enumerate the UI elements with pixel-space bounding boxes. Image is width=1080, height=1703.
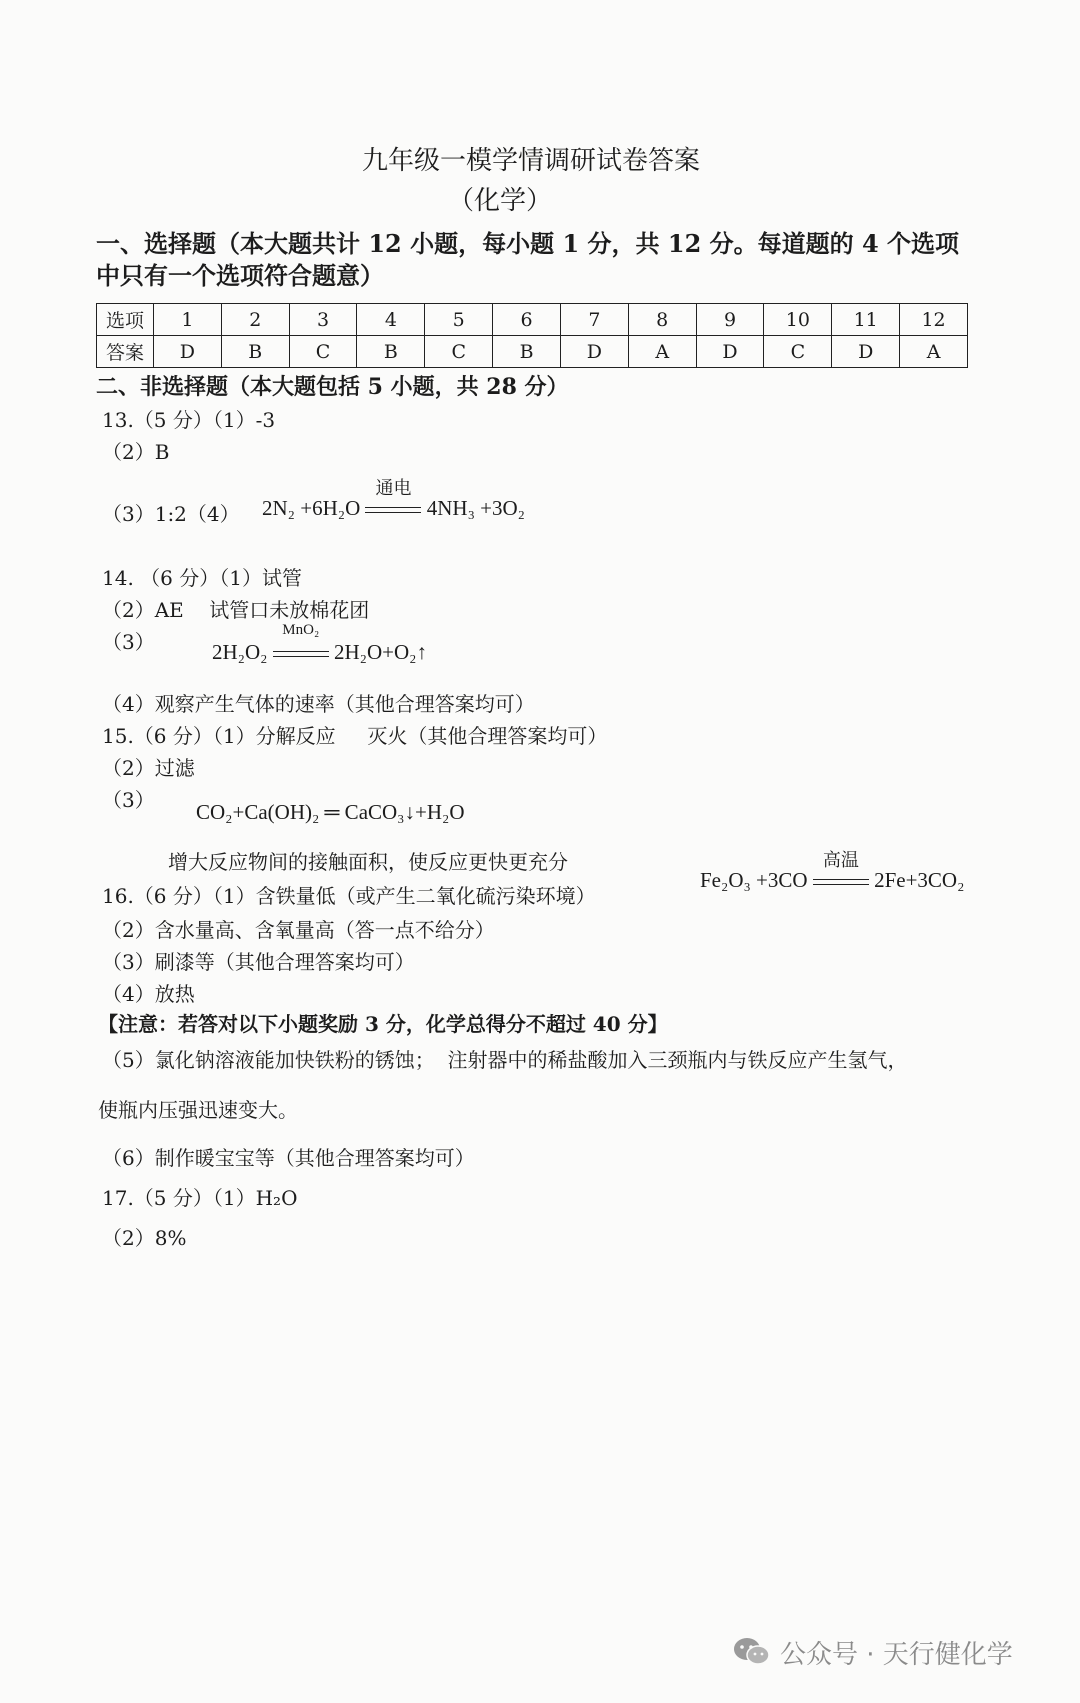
table-row bbox=[97, 336, 968, 368]
q14-line4: （4）观察产生气体的速率（其他合理答案均可） bbox=[102, 692, 535, 716]
table-header-cell: 选项 bbox=[97, 304, 154, 336]
reaction-condition: 高温 bbox=[822, 850, 859, 870]
table-cell: 5 bbox=[425, 304, 493, 336]
table-cell: A bbox=[628, 336, 696, 368]
wechat-icon bbox=[732, 1636, 772, 1668]
table-cell: C bbox=[764, 336, 832, 368]
q17-line1: 17.（5 分）（1）H₂O bbox=[102, 1186, 298, 1210]
table-cell: 3 bbox=[289, 304, 357, 336]
page-title: 九年级一模学情调研试卷答案 bbox=[362, 146, 701, 176]
q17-line2: （2）8% bbox=[102, 1226, 187, 1250]
q16-line2: （2）含水量高、含氧量高（答一点不给分） bbox=[102, 918, 495, 942]
answer-table bbox=[96, 303, 968, 368]
equation-right: 2Fe+3CO₂ bbox=[874, 868, 965, 892]
q14-line2: （2）AE 试管口未放棉花团 bbox=[102, 598, 370, 622]
table-cell: 1 bbox=[154, 304, 222, 336]
table-cell: 2 bbox=[221, 304, 289, 336]
q16-line5a: （5）氯化钠溶液能加快铁粉的锈蚀； 注射器中的稀盐酸加入三颈瓶内与铁反应产生氢气， bbox=[102, 1048, 908, 1072]
q14-line1: 14. （6 分）（1）试管 bbox=[102, 566, 302, 590]
q15-line2: （2）过滤 bbox=[102, 756, 195, 780]
q16-line3: （3）刷漆等（其他合理答案均可） bbox=[102, 950, 415, 974]
table-cell: D bbox=[154, 336, 222, 368]
table-cell: 9 bbox=[696, 304, 764, 336]
table-cell: 6 bbox=[493, 304, 561, 336]
table-cell: 7 bbox=[560, 304, 628, 336]
q14-line3: （3） bbox=[102, 630, 155, 654]
table-cell: 4 bbox=[357, 304, 425, 336]
section1-heading-line1: 一、选择题（本大题共计 12 小题，每小题 1 分，共 12 分。每道题的 4 个选项 bbox=[96, 229, 960, 258]
q13-line2: （2）B bbox=[102, 440, 170, 464]
q16-equation bbox=[700, 850, 965, 893]
table-cell: D bbox=[560, 336, 628, 368]
equation-right: 4NH₃ +3O₂ bbox=[426, 496, 525, 520]
table-cell: B bbox=[221, 336, 289, 368]
table-cell: 8 bbox=[628, 304, 696, 336]
q15-line4: 增大反应物间的接触面积，使反应更快更充分 bbox=[168, 850, 568, 874]
watermark-text: 公众号 · 天行健化学 bbox=[780, 1640, 1013, 1670]
equation-right: 2H₂O+O₂↑ bbox=[333, 640, 427, 664]
table-header-cell: 答案 bbox=[97, 336, 154, 368]
table-cell: C bbox=[289, 336, 357, 368]
table-cell: B bbox=[493, 336, 561, 368]
q15-equation: CO₂+Ca(OH)₂ ═ CaCO₃↓+H₂O bbox=[196, 800, 465, 824]
table-cell: C bbox=[425, 336, 493, 368]
bonus-note: 【注意：若答对以下小题奖励 3 分，化学总得分不超过 40 分】 bbox=[98, 1012, 668, 1036]
q16-line6: （6）制作暖宝宝等（其他合理答案均可） bbox=[102, 1146, 475, 1170]
q16-line1: 16.（6 分）（1）含铁量低（或产生二氧化硫污染环境） bbox=[102, 884, 596, 908]
q16-line4: （4）放热 bbox=[102, 982, 195, 1006]
reaction-condition: MnO₂ bbox=[282, 622, 320, 638]
table-cell: D bbox=[832, 336, 900, 368]
reaction-arrow bbox=[813, 850, 869, 893]
q15-line1: 15.（6 分）（1）分解反应 灭火（其他合理答案均可） bbox=[102, 724, 608, 748]
q16-line5b: 使瓶内压强迅速变大。 bbox=[98, 1098, 298, 1122]
table-cell: D bbox=[696, 336, 764, 368]
section1-heading-line2: 中只有一个选项符合题意） bbox=[96, 261, 384, 290]
reaction-arrow bbox=[273, 622, 329, 665]
equation-left: 2H₂O₂ bbox=[212, 640, 268, 664]
table-cell: 10 bbox=[764, 304, 832, 336]
table-row bbox=[97, 304, 968, 336]
q13-line3: （3）1:2（4） bbox=[102, 502, 240, 526]
equation-left: Fe₂O₃ +3CO bbox=[700, 868, 808, 892]
q13-equation bbox=[262, 478, 525, 521]
table-cell: 11 bbox=[832, 304, 900, 336]
q14-equation bbox=[212, 622, 427, 665]
q13-line1: 13.（5 分）（1）-3 bbox=[102, 408, 276, 432]
equation-left: 2N₂ +6H₂O bbox=[262, 496, 361, 520]
table-cell: B bbox=[357, 336, 425, 368]
q15-line3: （3） bbox=[102, 788, 155, 812]
section2-heading: 二、非选择题（本大题包括 5 小题，共 28 分） bbox=[96, 374, 569, 400]
reaction-arrow bbox=[365, 478, 421, 521]
table-cell: A bbox=[900, 336, 968, 368]
table-cell: 12 bbox=[900, 304, 968, 336]
reaction-condition: 通电 bbox=[375, 478, 412, 498]
subject-label: （化学） bbox=[448, 186, 553, 216]
